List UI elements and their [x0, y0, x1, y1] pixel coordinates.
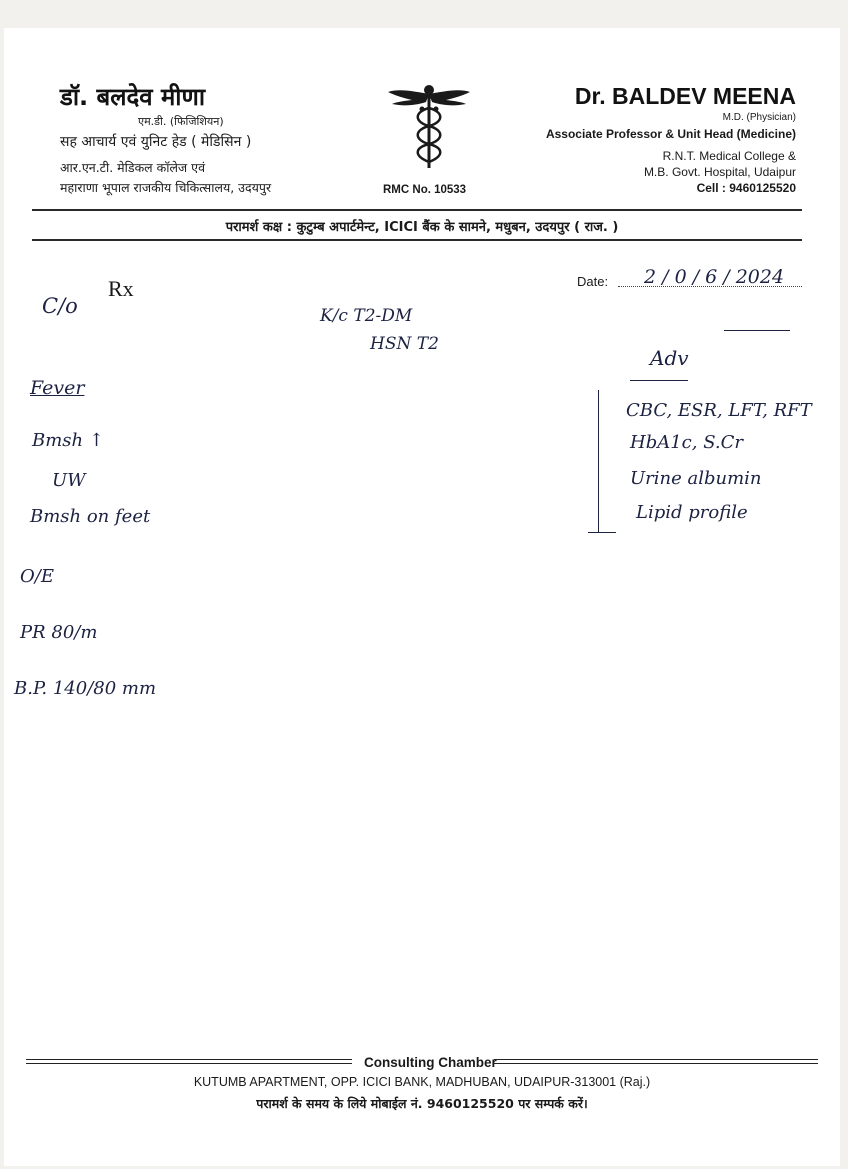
- hospital-english: M.B. Govt. Hospital, Udaipur: [643, 165, 796, 179]
- footer-address: KUTUMB APARTMENT, OPP. ICICI BANK, MADHUBAN, UDAIPUR-313001 (Raj.): [193, 1075, 651, 1089]
- date-label: Date:: [577, 274, 609, 289]
- footer-title: Consulting Chamber: [364, 1055, 497, 1070]
- footer-rule-left: [26, 1059, 352, 1064]
- degree-hindi: एम.डी. (फिजिशियन): [138, 115, 224, 128]
- advice-item-4: Lipid profile: [636, 502, 748, 523]
- prescription-sheet: [4, 28, 840, 1166]
- advice-heading: Adv: [650, 346, 689, 370]
- handwritten-history-1: K/c T2-DM: [320, 306, 413, 326]
- advice-item-2: HbA1c, S.Cr: [630, 432, 743, 453]
- handwritten-symptom-2: UW: [52, 470, 86, 491]
- handwritten-symptom-3: Bmsh on feet: [30, 506, 151, 527]
- caduceus-icon: [386, 82, 472, 172]
- advice-item-3: Urine albumin: [630, 468, 762, 489]
- handwritten-symptom-1: Bmsh ↑: [32, 430, 104, 451]
- advice-item-1: CBC, ESR, LFT, RFT: [626, 400, 812, 421]
- date-underline-stroke: [724, 330, 790, 331]
- handwritten-exam-label: O/E: [20, 566, 54, 587]
- handwritten-bp: B.P. 140/80 mm: [14, 678, 157, 699]
- advice-bracket: [598, 390, 599, 532]
- consultation-room: परामर्श कक्ष : कुटुम्ब अपार्टमेन्ट, ICICI बैंक के सामने, मधुबन, उदयपुर ( राज. ): [225, 220, 619, 235]
- header-divider-top: [32, 209, 802, 211]
- handwritten-complaint-label: C/o: [42, 294, 78, 318]
- footer-contact: परामर्श के समय के लिये मोबाईल नं. 9460125520 पर सम्पर्क करें।: [256, 1096, 588, 1111]
- handwritten-pulse: PR 80/m: [20, 622, 98, 643]
- advice-bracket-foot: [588, 532, 616, 533]
- degree-english: M.D. (Physician): [722, 112, 796, 123]
- rx-symbol: Rx: [108, 276, 134, 301]
- footer-rule-right: [494, 1059, 818, 1064]
- date-value: 2 / 0 / 6 / 2024: [644, 266, 785, 288]
- cell-number: Cell : 9460125520: [696, 181, 796, 195]
- hospital-hindi: महाराणा भूपाल राजकीय चिकित्सालय, उदयपुर: [60, 180, 272, 195]
- header-divider-bottom: [32, 239, 802, 241]
- designation-english: Associate Professor & Unit Head (Medicine): [545, 127, 796, 141]
- college-hindi: आर.एन.टी. मेडिकल कॉलेज एवं: [60, 160, 206, 175]
- handwritten-history-2: HSN T2: [370, 334, 439, 354]
- advice-heading-underline: [630, 380, 688, 381]
- college-english: R.N.T. Medical College &: [662, 149, 796, 163]
- handwritten-fever: Fever: [30, 377, 85, 399]
- doctor-name-hindi: डॉ. बलदेव मीणा: [60, 83, 206, 111]
- doctor-name-english: Dr. BALDEV MEENA: [574, 83, 796, 109]
- rmc-number: RMC No. 10533: [383, 184, 467, 196]
- designation-hindi: सह आचार्य एवं युनिट हेड ( मेडिसिन ): [60, 134, 252, 150]
